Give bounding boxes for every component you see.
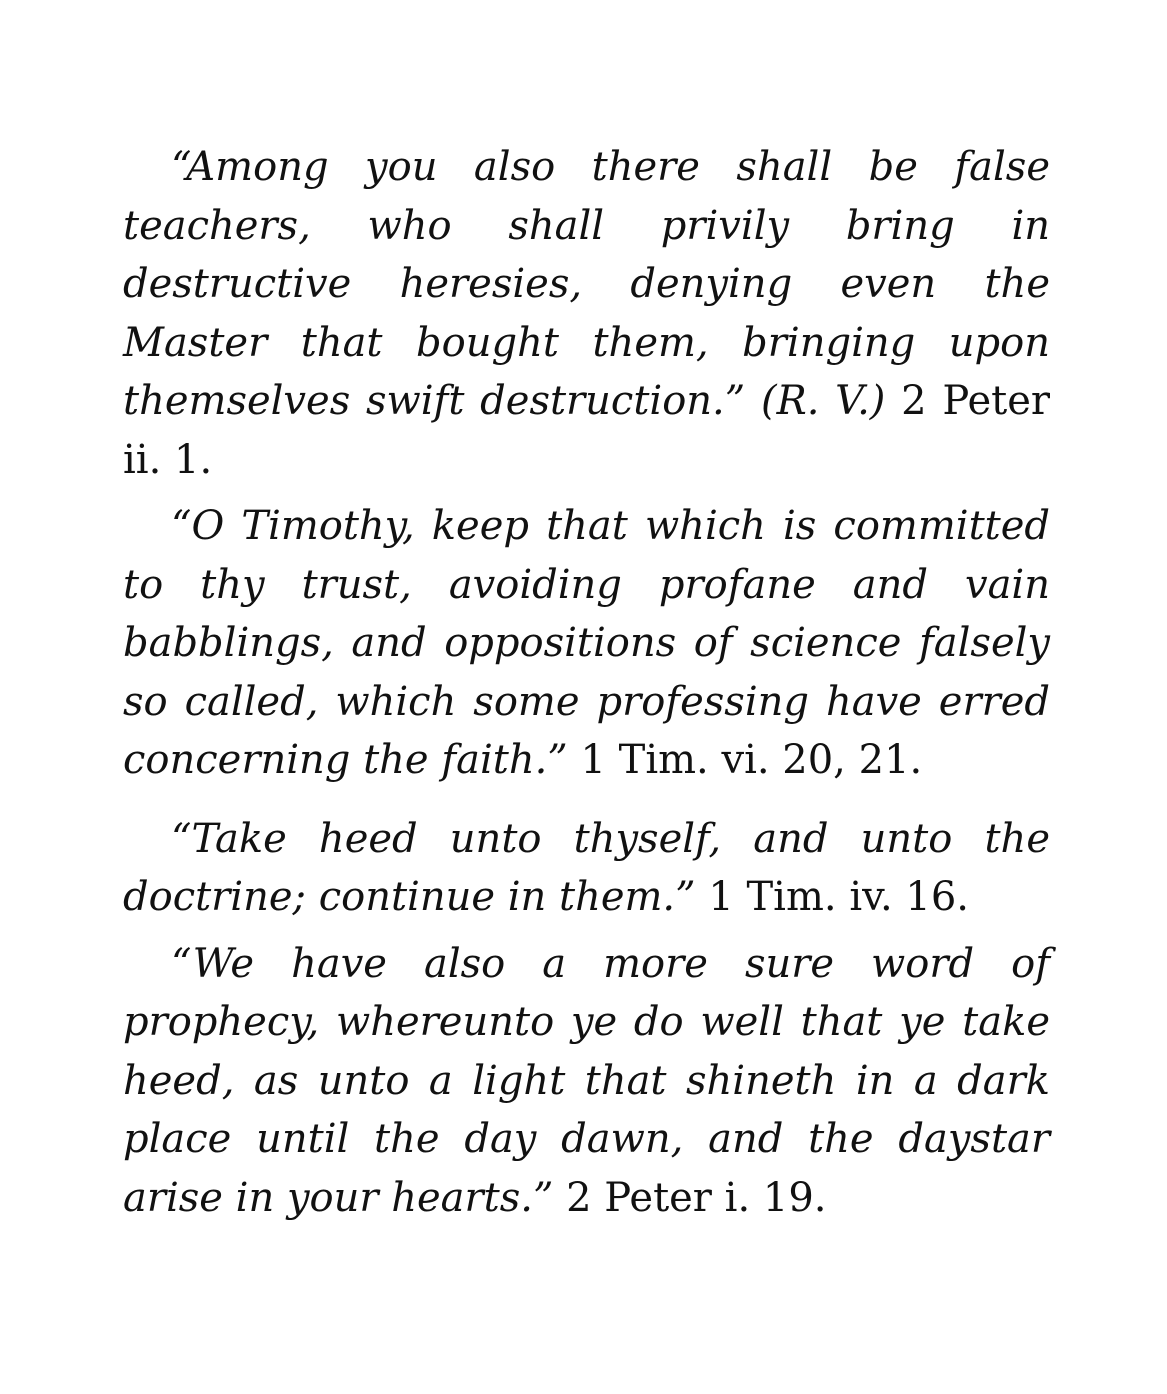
- passage-reference: 1 Tim. iv. 16.: [708, 874, 970, 920]
- passage-2-peter-i-19: [123, 935, 1050, 1228]
- passage-reference: 2 Peter ii. 1.: [123, 378, 1051, 483]
- passage-2-peter-ii-1: [123, 138, 1050, 489]
- scripture-page: [123, 138, 1050, 1227]
- passage-quote: “O Timothy, keep that which is committed to thy trust, avoiding profane and vain babblings, and oppositions of science falsely so called, which some professing have erred concerning the faith.”: [123, 503, 1050, 783]
- passage-note: (R. V.): [760, 378, 886, 424]
- passage-1-tim-iv-16: [123, 810, 1050, 927]
- passage-1-tim-vi-20: [123, 497, 1050, 790]
- passage-reference: 2 Peter i. 19.: [566, 1174, 827, 1221]
- passage-reference: 1 Tim. vi. 20, 21.: [580, 737, 923, 783]
- passage-quote: “We have also a more sure word of prophecy, whereunto ye do well that ye take heed, as unto a light that shineth in a dark place until the day dawn, and the daystar arise in your hearts.”: [123, 940, 1050, 1221]
- passage-quote: “Among you also there shall be false teachers, who shall privily bring in destructive heresies, denying even the Master that bought them, bringing upon themselves swift destruction.”: [123, 144, 1050, 424]
- passage-quote: “Take heed unto thyself, and unto the doctrine; continue in them.”: [123, 815, 1050, 920]
